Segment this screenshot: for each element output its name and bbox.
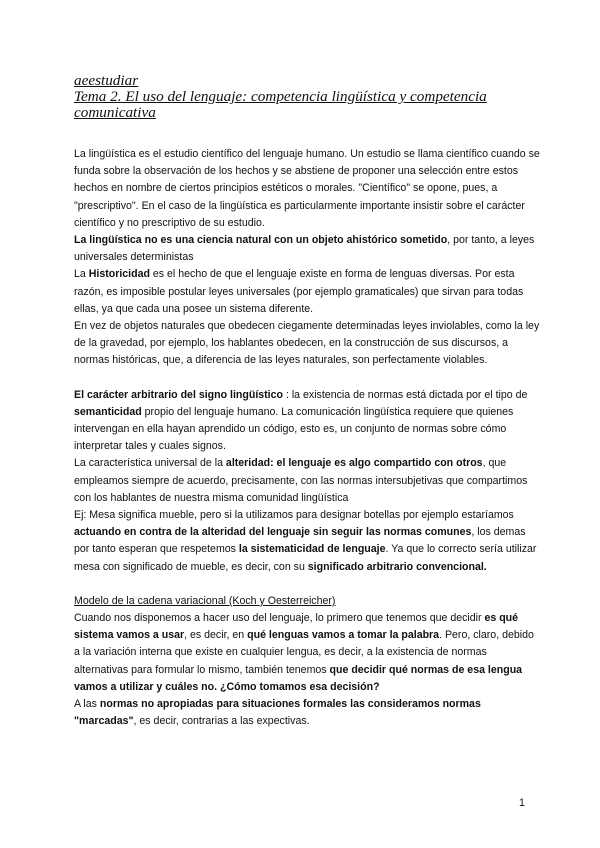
bold-term: normas no apropiadas para situaciones formales las consideramos normas "marcadas"	[74, 698, 481, 728]
site-name: aeestudiar	[74, 72, 139, 89]
page-number: 1	[519, 797, 525, 809]
bold-term: qué lenguas vamos a tomar la palabra	[247, 629, 440, 642]
paragraph-text: A las	[74, 698, 100, 711]
paragraph-text: La característica universal de la	[74, 457, 226, 470]
paragraph-text: , los demas por tanto esperan que respetemos	[74, 526, 526, 556]
page-title-continued: comunicativa	[74, 104, 156, 121]
paragraph-text: La	[74, 268, 89, 281]
bold-statement: La lingüística no es una ciencia natural con un objeto ahistórico sometido	[74, 234, 448, 247]
paragraph-text: , que empleamos siempre de acuerdo, precisamente, con las normas intersubjetivas que compartimos con los hablantes de nuestra misma comunidad lingüística	[74, 457, 528, 504]
paragraph-text: Cuando nos disponemos a hacer uso del lenguaje, lo primero que tenemos que decidir	[74, 612, 485, 625]
paragraph-text: es el hecho de que el lenguaje existe en forma de lenguas diversas. Por esta razón, es imposible postular leyes universales (por ejemplo gramaticales) que sirvan para todas ellas, ya que cada una posee un sistema diferente.	[74, 268, 524, 315]
bold-term: Historicidad	[88, 268, 150, 281]
paragraph-text: Ej: Mesa significa mueble, pero si la utilizamos para designar botellas por ejemplo estaríamos	[74, 509, 514, 522]
paragraph-text: , es decir, contrarias a las expectivas.	[133, 715, 310, 728]
document-body	[74, 146, 542, 731]
spacer	[74, 576, 542, 593]
bold-term: la sistematicidad de lenguaje	[238, 543, 386, 556]
bold-term: que decidir qué normas de esa lengua vamos a utilizar y cuáles no. ¿Cómo tomamos esa decisión?	[74, 663, 523, 693]
paragraph-intro: La lingüística es el estudio científico del lenguaje humano. Un estudio se llama científico cuando se funda sobre la observación de los hechos y se abstiene de proponer una selección entre estos hechos en nombre de ciertos principios estéticos o morales. "Científico" se opone, pues, a "prescriptivo". En el caso de la lingüística es particularmente importante insistir sobre el carácter científico y no prescriptivo de su estudio.	[74, 148, 540, 229]
paragraph-arbitrario	[74, 387, 542, 456]
bold-term: es qué sistema vamos a usar	[74, 612, 519, 642]
paragraph-text: , por tanto, a leyes universales deterministas	[74, 234, 535, 264]
paragraph-alteridad	[74, 455, 542, 507]
paragraph-text: propio del lenguaje humano. La comunicación lingüística requiere que quienes intervengan en ella hayan aprendido un código, esto es, un conjunto de normas sobre cómo interpretar tales y cuales signos.	[74, 405, 514, 453]
section-heading: Modelo de la cadena variacional (Koch y Oesterreicher)	[74, 594, 336, 607]
page-title: Tema 2. El uso del lenguaje: competencia lingüística y competencia	[74, 88, 487, 105]
paragraph-text: . Ya que lo correcto sería utilizar mesa con significado de mueble, es decir, con su	[74, 543, 537, 573]
paragraph-historicidad	[74, 266, 542, 318]
bold-term: alteridad: el lenguaje es algo compartido con otros	[225, 457, 483, 470]
paragraph-normas: En vez de objetos naturales que obedecen ciegamente determinadas leyes inviolables, como la ley de la gravedad, por ejemplo, los hablantes obedecen, en la construcción de sus discursos, a normas históricas, que, a diferencia de las leyes naturales, son perfectamente violables.	[74, 320, 540, 367]
paragraph-text: , es decir, en	[184, 629, 248, 642]
document-header	[74, 73, 544, 121]
bold-term: semanticidad	[74, 405, 142, 418]
paragraph-cadena	[74, 610, 542, 696]
bold-term: significado arbitrario convencional.	[307, 560, 487, 573]
bold-term: El carácter arbitrario del signo lingüístico	[74, 388, 283, 401]
paragraph-natural-science	[74, 232, 542, 266]
spacer	[74, 370, 542, 387]
paragraph-ejemplo	[74, 507, 542, 576]
bold-term: actuando en contra de la alteridad del lenguaje sin seguir las normas comunes	[74, 526, 472, 539]
paragraph-text: : la existencia de normas está dictada por el tipo de	[283, 388, 528, 401]
paragraph-text: . Pero, claro, debido a la variación interna que existe en cualquier lengua, es decir, a la existencia de normas alternativas para formular lo mismo, también tenemos	[74, 629, 534, 676]
paragraph-marcadas	[74, 696, 542, 730]
